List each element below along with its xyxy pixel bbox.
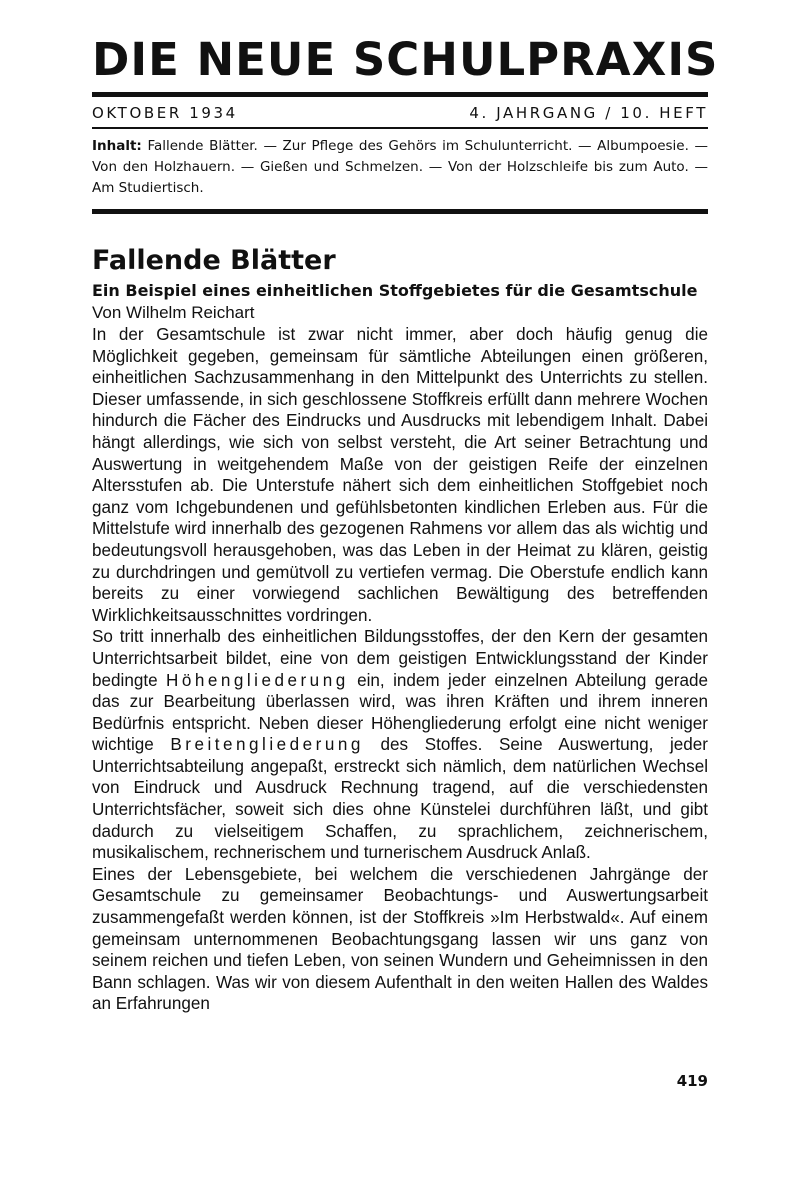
journal-title: DIE NEUE SCHULPRAXIS xyxy=(92,33,719,86)
table-of-contents xyxy=(92,136,708,209)
paragraph-3: Eines der Lebensgebiete, bei welchem die verschiedenen Jahrgänge der Gesamtschule zu gemeinsamer Beobachtungs- und Auswertungsarbeit zusammengefaßt werden können, ist der Stoffkreis »Im Herbstwald«. Auf einem gemeinsam unternommenen Beobachtungsgang lassen wir uns ganz von seinem reichen und tiefen Leben, von seinen Wundern und Geheimnissen in den Bann schlagen. Was wir von diesem Aufenthalt in den weiten Hallen des Waldes an Erfahrungen xyxy=(92,864,708,1014)
contents-label: Inhalt: xyxy=(92,138,142,154)
contents-text: Fallende Blätter. — Zur Pflege des Gehörs im Schulunterricht. — Albumpoesie. — Von den Holzhauern. — Gießen und Schmelzen. — Von der Holzschleife bis zum Auto. — Am Studiertisch. xyxy=(92,138,708,196)
issue-rule xyxy=(92,127,708,129)
article-body xyxy=(92,324,708,1015)
emphasis-breitengliederung: Breitengliederung xyxy=(170,735,364,755)
paragraph-1: In der Gesamtschule ist zwar nicht immer, aber doch häufig genug die Möglichkeit gegeben, gemeinsam für sämtliche Abteilungen einen größeren, einheitlichen Sachzusammenhang in den Mittelpunkt des Unterrichts zu stellen. Dieser umfassende, in sich geschlossene Stoffkreis erfüllt dann mehrere Wochen hindurch die Fächer des Eindrucks und Ausdrucks mit lebendigem Inhalt. Dabei hängt allerdings, wie sich von selbst versteht, die Art seiner Betrachtung und Auswertung in weitgehendem Maße von der geistigen Reife der einzelnen Altersstufen ab. Die Unterstufe nähert sich dem einheitlichen Stoffgebiet noch ganz vom Ichgebundenen und gefühlsbetonten kindlichen Erleben aus. Für die Mittelstufe wird innerhalb des gezogenen Rahmens vor allem das als wichtig und bedeutungsvoll herausgehoben, was das Leben in der Heimat zu klären, geistig zu durchdringen und gemütvoll zu vertiefen vermag. Die Oberstufe endlich kann bereits zu einer vorwiegend sachlichen Bewältigung des betreffenden Wirklichkeitsausschnittes vordringen. xyxy=(92,325,708,625)
page-number: 419 xyxy=(676,1072,708,1090)
masthead-rule xyxy=(92,92,708,97)
article-title: Fallende Blätter xyxy=(92,245,336,276)
issue-date: OKTOBER 1934 xyxy=(92,104,238,122)
article-subtitle: Ein Beispiel eines einheitlichen Stoffgebietes für die Gesamtschule xyxy=(92,281,698,300)
contents-rule xyxy=(92,209,708,214)
issue-volume: 4. JAHRGANG / 10. HEFT xyxy=(469,104,708,122)
paragraph-2-part-c: des Stoffes. Seine Auswertung, jeder Unterrichtsabteilung angepaßt, erstreckt sich nämlich, dem natürlichen Wechsel von Eindruck und Ausdruck Rechnung tragend, auf die verschiedensten Unterrichtsfächer, soweit sich dies ohne Künstelei durchführen läßt, und gibt dadurch zu vielseitigem Schaffen, zu sprachlichem, zeichnerischem, musikalischem, rechnerischem und turnerischem Ausdruck Anlaß. xyxy=(92,735,708,863)
paragraph-2-part-a: So tritt innerhalb des einheitlichen Bildungsstoffes, der den Kern der gesamten Unterrichtsarbeit bildet, eine von dem geistigen Entwicklungsstand der Kinder bedingte xyxy=(92,627,708,690)
paragraph-2-part-b: ein, indem jeder einzelnen Abteilung gerade das zur Bearbeitung überlassen wird, was ihren Kräften und ihrem inneren Bedürfnis entspricht. Neben dieser Höhengliederung erfolgt eine nicht weniger wichtige xyxy=(92,670,708,755)
issue-line xyxy=(92,104,708,122)
emphasis-hoehengliederung: Höhengliederung xyxy=(166,670,349,690)
journal-page xyxy=(92,30,719,1015)
article-author: Von Wilhelm Reichart xyxy=(92,303,255,322)
paragraph-2 xyxy=(92,626,708,864)
